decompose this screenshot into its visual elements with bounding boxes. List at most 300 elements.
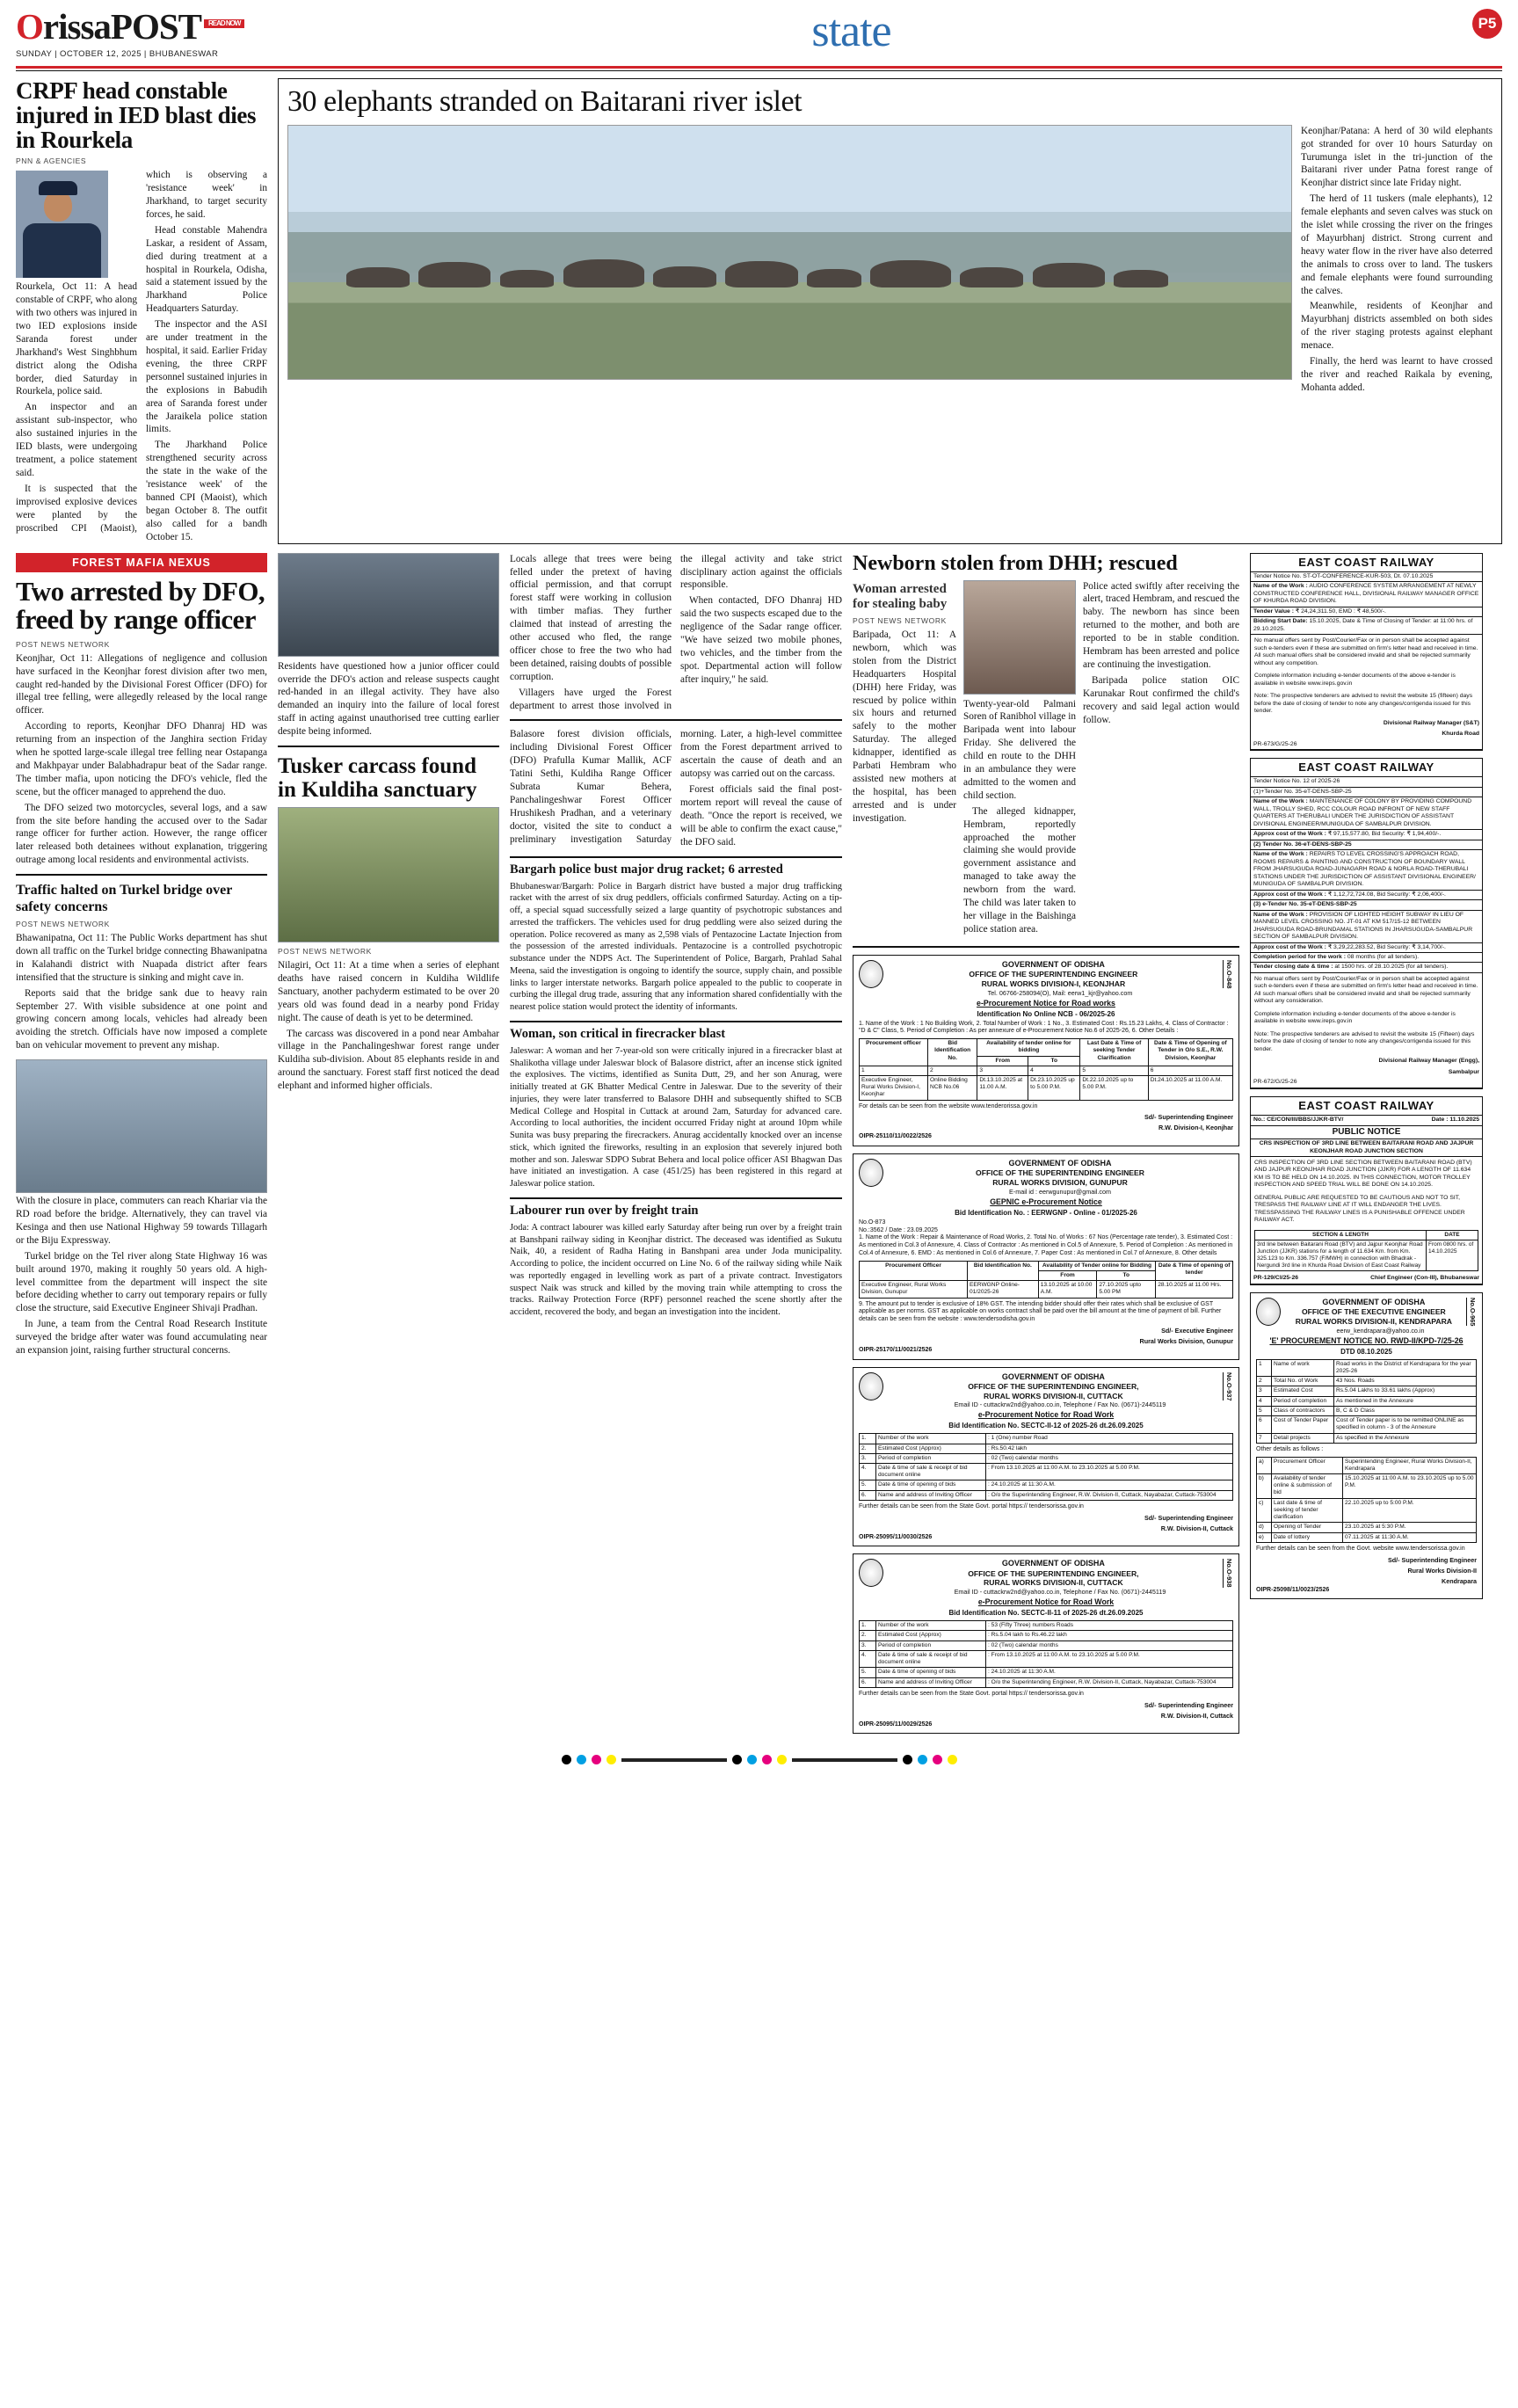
td: : 24.10.2025 at 11:30 A.M. [986,1668,1233,1677]
photo-figure-cap [39,181,77,195]
railway-item-label: Tender closing date & time : [1253,964,1333,971]
railway-item-label: (2) Tender No. 36-eT-DENS-SBP-25 [1253,840,1352,848]
story-newborn-body-1 [853,629,956,826]
story-traffic-headline: Traffic halted on Turkel bridge over safety concerns [16,883,233,914]
elephant-shape [725,261,797,287]
td: Cost of Tender paper is to be remitted ONLINE as specified in column - 3 of the Annexure [1334,1416,1477,1433]
paragraph: Finally, the herd was learnt to have crossed the river and reached Raikala by evening, Mohanta added. [1301,356,1493,393]
paragraph: Locals allege that trees were being felled under the pretext of having official permission, and that corrupt forest staff were working in collusion with timber mafias. They further claimed that instead of arresting the other accused who fled, the range officer chose to free the two who had been detained, raising doubts of possible corruption. [510,553,672,682]
td: 6. [860,1677,876,1687]
tender-items-table [859,1620,1233,1688]
tender-division: RURAL WORKS DIVISION-II, CUTTACK [984,1391,1123,1400]
railway-place: Khurda Road [1442,731,1479,738]
td: 4 [1028,1066,1080,1075]
tender-oipr: OIPR-25095/11/0029/2526 [859,1721,933,1728]
tender-sign-1: Sd/- Superintending Engineer [1387,1555,1477,1564]
td: 1. [860,1621,876,1631]
railway-item-value: REPAIRS TO LEVEL CROSSING'S APPROACH ROAD, ROOMS REPAIRS & PAINTING AND CONSTRUCTION OF BOUNDARY WALL FROM JHARSUGUDA ROAD-JUNAGARH ROAD & NORLA ROAD-THERUBALI STATIONS UNDER THE JURISDICTION OF ASSISTANT DIVISIONAL ENGINEER/ MUNIGUDA OF SAMBALPUR DIVISION. [1253,851,1476,888]
th: Bid Identification No. [968,1261,1039,1280]
paragraph: Villagers have urged the Forest department to arrest those involved in the illegal activity and take strict disciplinary action against the officials responsible. [510,553,842,711]
td: 2 [1257,1377,1272,1386]
paragraph: Rourkela, Oct 11: A head constable of CRPF, who along with two others was injured in two IED explosions inside Saranda forest under Jharkhand's West Singhbhum district along the Odisha border, died Saturday in Rourkela, police said. [16,281,137,397]
elephant-shape [563,259,644,287]
registration-dot [918,1755,927,1764]
registration-dot [747,1755,757,1764]
story-traffic-body-cont [16,1195,267,1357]
elephant-shape [418,262,490,287]
railway-sign: Chief Engineer (Con-III), Bhubaneswar [1370,1275,1479,1282]
elephant-shape [500,270,555,287]
tender-identification: Identification No Online NCB - 06/2025-26 [977,1009,1115,1018]
elephant-shape [1033,263,1105,287]
tender-gov: GOVERNMENT OF ODISHA [1001,959,1105,969]
column-c [510,553,842,1321]
story-newborn-headline: Newborn stolen from DHH; rescued [853,551,1178,575]
td: 5. [860,1480,876,1490]
td: Availability of tender online & submission of bid [1272,1474,1343,1499]
td: Detail projects [1272,1433,1334,1443]
tender-other-label: Other details as follows : [1256,1445,1324,1452]
td: : 1 (One) number Road [986,1434,1233,1444]
td: Executive Engineer, Rural Works Division-I, Keonjhar [860,1075,928,1100]
elephant-shape [346,267,410,287]
story-labourer-body [510,1222,842,1319]
story-dfo-photo [278,553,499,657]
tender-notice-cuttack-938 [853,1553,1239,1734]
registration-dot [592,1755,601,1764]
paragraph: Keonjhar/Patana: A herd of 30 wild elephants got stranded for over 10 hours Saturday on Turumunga islet in the tri-junction of the Baitarani river under Patna forest range of Keonjhar district since late Friday night. [1301,125,1493,189]
publication-logo [16,6,306,47]
story-crpf-photo [16,171,108,278]
tender-number: No.O-848 [1223,960,1233,988]
th: From [977,1056,1028,1066]
td: Name and address of Inviting Officer [876,1677,986,1687]
tender-sign-2: Rural Works Division, Gunupur [1139,1336,1233,1345]
td: Date & time of sale & receipt of bid document online [876,1463,986,1480]
government-emblem-icon [859,1159,883,1187]
photo-elephant-herd [329,244,1231,287]
td: 23.10.2025 at 5:30 P.M. [1343,1523,1477,1532]
railway-title: EAST COAST RAILWAY [1251,759,1482,777]
paragraph: In June, a team from the Central Road Research Institute surveyed the bridge after water was found accumulating near an expansion joint, raising further structural concerns. [16,1319,267,1357]
tender-table [859,1261,1233,1299]
print-registration-bar [16,1750,1502,1764]
story-crpf-body [16,169,267,543]
government-emblem-icon [859,960,883,988]
td: Online Bidding NCB No.06 [927,1075,977,1100]
td: Date & time of opening of bids [876,1668,986,1677]
paragraph: Joda: A contract labourer was killed early Saturday after being run over by a freight train at Banshpani railway siding in Keonjhar district. The deceased was identified as Sukutu Naik, 40, a resident of Radha Hating in Banshpani area under Joda municipality. According to police, the incident occurred on Line No. 6 of the railway siding while Naik was reportedly engaged in levelling work as part of a private contract. Investigators suspect Naik was struck and killed by the moving train while attempting to cross the tracks. Railway Protection Force (RPF) personnel reached the scene shortly after the accident, recovered the body, and began an investigation into the incident. [510,1222,842,1317]
paragraph: Turkel bridge on the Tel river along State Highway 16 was built around 1970, making it roughly 50 years old. A high-level committee from the department will inspect the site before deciding whether to carry out temporary repairs or fully close the structure, said Executive Engineer Shivaji Pradhan. [16,1250,267,1314]
tender-sign-2: R.W. Division-II, Cuttack [1160,1524,1233,1532]
railway-table-wrap [1251,1227,1482,1275]
td: 1 [1257,1359,1272,1376]
story-traffic-photo [16,1059,267,1193]
registration-dot [777,1755,787,1764]
masthead-rule-thin [16,70,1502,71]
td: Cost of Tender Paper [1272,1416,1334,1433]
td: 3. [860,1640,876,1650]
railway-item-label: Name of the Work : [1253,798,1308,805]
story-tusker-body-cont [510,728,842,848]
th: Bid Identification No. [927,1039,977,1066]
tender-division: RURAL WORKS DIVISION-II, KENDRAPARA [1295,1316,1452,1326]
elephant-shape [870,260,951,287]
tender-details-line: 1. Name of the Work : 1 No Building Work, 2. Total Number of Work : 1 No., 3. Estimated Cost : Rs.15.23 Lakhs, 4. Class of Contractor : "D & C" Class, 5. Period of Completion : As per annexure of e-Procurement Notice No.6 of 2025-26, 6. Other Details : [859,1020,1229,1035]
story-newborn-body-3 [1083,580,1239,727]
paragraph: Balasore forest division officials, including Divisional Forest Officer (DFO) Prafulla Kumar Mallik, ACF Tatini Sethi, Kuldiha Range Officer Subrata Kumar Behera, Panchalingeshwar Forest Officer Hrushikesh Pradhan, and a veterinary doctor, visited the site to conduct a preliminary investigation Saturday morning. Later, a high-level committee from the Forest department arrived to ascertain the cause of death and an autopsy was carried out on the carcass. [510,729,842,845]
paragraph: The DFO seized two motorcycles, several logs, and a saw from the site before handing the accused over to the Sadar range officer for further action. However, the range officer later released both detainees without explanation, triggering outrage among local residents and environmental activists. [16,802,267,866]
paragraph: With the closure in place, commuters can reach Khariar via the RD road before the bridge. Alternatively, they can travel via Kesinga and then use National Highway 59 towards Tillagarh or the Biju Expressway. [16,1196,267,1246]
paragraph: Residents have questioned how a junior officer could override the DFO's action and release suspects caught red-handed in an illegal activity. They have also demanded an inquiry into the failure of local forest staff in acting against unauthorised tree cutting earlier despite being informed. [278,660,499,738]
th: Availability of tender online for bidding [977,1039,1080,1056]
story-newborn-body-2 [963,698,1076,936]
story-dfo-body-col1 [16,652,267,868]
registration-dot [762,1755,772,1764]
td: 6. [860,1490,876,1500]
tender-other-table [1256,1457,1477,1543]
tender-rows-table [1256,1359,1477,1444]
story-elephants [278,78,1502,544]
railway-tender-no: Tender Notice No. ST-OT-CONFERENCE-KUR-503, Dt. 07.10.2025 [1251,572,1482,582]
tender-division: RURAL WORKS DIVISION, GUNUPUR [992,1178,1128,1188]
railway-item-label: Name of the Work : [1253,911,1308,918]
tender-number: No.O-938 [1223,1559,1233,1587]
td: 6 [1148,1066,1232,1075]
railway-item-value: at 1500 hrs. of 28.10.2025 (for all tenders). [1334,964,1449,971]
td: e) [1257,1532,1272,1542]
tender-contact: E-mail id : eerwgunupur@gmail.com [1009,1187,1111,1196]
tender-dtd: DTD 08.10.2025 [1340,1347,1392,1356]
tender-office: OFFICE OF THE SUPERINTENDING ENGINEER, [968,1568,1139,1578]
registration-dot [732,1755,742,1764]
td: 6 [1257,1416,1272,1433]
main-grid [16,553,1502,1742]
paragraph: Jaleswar: A woman and her 7-year-old son were critically injured in a firecracker blast at Shalikotha village under Jaleswar block of Balasore district, after an incense stick ignited the explosives. The victims, identified as Sunita Dutt, 29, and her son Anurag, were initially treated at GK Bhatter Medical Centre in Jaleswar. Due to the severity of their injuries, they were later transferred to Balasore DHH and subsequently shifted to SCB Medical College and Hospital in Cuttack at around 2am, Saturday for advanced care. According to local authorities, the incident occurred Friday night at around 10pm while Sunita was busy preparing the firecrackers. Anurag accidentally knocked over an incense stick, which ignited the fireworks, resulting in an explosion that severely injured both mother and son. Jaleswar SDPO Subrat Behera and local police officer ASI Bhagwan Das have initiated an investigation. A case (451/25) has been registered in this regard at Jaleswar police station. [510,1045,842,1189]
td: Total No. of Work [1272,1377,1334,1386]
story-drug [510,856,842,1014]
tender-office: OFFICE OF THE EXECUTIVE ENGINEER [1301,1307,1446,1317]
tender-note: Further details can be seen from the State Govt. portal https:// tendersorissa.gov.in [859,1502,1084,1510]
tender-contact: Tel. 06766-258094(O), Mail: eerw1_kjr@yahoo.com [987,988,1133,997]
registration-bar-black [792,1758,897,1762]
paragraph: Nilagiri, Oct 11: At a time when a series of elephant deaths have raised concern in Kuldiha Wildlife Sanctuary, another pachyderm estimated to be over 20 years old was found dead in a nearby pond Friday night. The cause of death is yet to be determined. [278,960,499,1023]
td: Name of work [1272,1359,1334,1376]
paragraph: When contacted, DFO Dhanraj HD said the two suspects escaped due to the negligence of the Sadar range officer. "We have seized two mobile phones, two vehicles, and the timber from the spot. Departmental action will follow after inquiry," he said. [680,595,842,685]
photo-figure-body [23,223,101,278]
td: 43 Nos. Roads [1334,1377,1477,1386]
tender-notice-kendrapara [1250,1292,1483,1599]
railway-item-label: Approx cost of the Work : [1253,943,1326,950]
divider [510,719,842,721]
railway-tender-no: Tender Notice No. 12 of 2025-26 [1251,777,1482,787]
railway-item-label: (3) e-Tender No. 35-eT-DENS-SBP-25 [1253,901,1357,908]
registration-dot [933,1755,942,1764]
railway-item-value: 08 months (for all tenders). [1347,954,1420,960]
divider [278,746,499,747]
td: : From 13.10.2025 at 11:00 A.M. to 23.10.2025 at 5.00 P.M. [986,1463,1233,1480]
tender-note: Further details can be seen from the State Govt. portal https:// tendersorissa.gov.in [859,1690,1084,1697]
railway-note: No manual offers sent by Post/Courier/Fax or in person shall be accepted against such e-tenders even if these are submitted on firm's letter head and received in time. All such manual offers shall be considered invalid and shall be rejected summarily without any consideration. [1254,975,1478,1005]
td: 2. [860,1444,876,1453]
tender-identification: Bid Identification No. SECTC-II-11 of 2025-26 dt.26.09.2025 [948,1609,1144,1618]
story-labourer-headline: Labourer run over by freight train [510,1203,699,1218]
story-newborn-right [1083,580,1239,730]
railway-work: AUDIO CONFERENCE SYSTEM ARRANGEMENT AT NEWLY CONSTRUCTED CONFERENCE HALL, DIVISIONAL RAILWAY MANAGER OFFICE OF KHURDA ROAD DIVISION. [1253,583,1479,605]
masthead-dateline: SUNDAY | OCTOBER 12, 2025 | BHUBANESWAR [16,49,219,59]
column-d [853,553,1239,1742]
td: 5. [860,1668,876,1677]
tender-items-table [859,1433,1233,1501]
railway-public-notice-label: PUBLIC NOTICE [1251,1126,1482,1140]
section-banner-forest-mafia: FOREST MAFIA NEXUS [16,553,267,572]
td: Dt.22.10.2025 up to 5.00 P.M. [1080,1075,1148,1100]
tender-email: eerw_kendrapara@yahoo.co.in [1336,1326,1425,1335]
story-crpf-byline: PNN & AGENCIES [16,156,87,166]
th: To [1028,1056,1080,1066]
tender-sign-1: Sd/- Superintending Engineer [1144,1700,1233,1709]
paragraph: Baripada police station OIC Karunakar Rout confirmed the child's recovery and said legal action would follow. [1083,674,1239,725]
td: 3 [1257,1386,1272,1396]
td: 28.10.2025 at 11.00 Hrs. [1156,1281,1233,1298]
td: 2 [927,1066,977,1075]
story-traffic-byline: POST NEWS NETWORK [16,919,110,928]
td: : From 13.10.2025 at 11:00 A.M. to 23.10.2025 at 5.00 P.M. [986,1650,1233,1667]
railway-body-2: GENERAL PUBLIC ARE REQUESTED TO BE CAUTIOUS AND NOT TO SIT, TRESPASS THE RAILWAY LINE AT IT WILL ENDANGER THE LIVES. TRESSPASSING THE RAILWAY LINES IS A PUNISHABLE OFFENCE UNDER RAILWAY ACT. [1254,1194,1465,1224]
td: 3rd line between Baitarani Road (BTV) and Jajpur Keonjhar Road Junction (JJKR) stations for a length of 11.634 Km. from Km. 325.123 to Km. 336.757 (F/MWH) in connection with Bhadrak - Nergundi 3rd line in Khurda Road Division of East Coast Railway [1255,1240,1427,1271]
tender-identification: Bid Identification No. : EERWGNP - Online - 01/2025-26 [955,1208,1137,1217]
railway-title: EAST COAST RAILWAY [1251,1097,1482,1116]
td: 5 [1257,1406,1272,1415]
td: Opening of Tender [1272,1523,1343,1532]
tender-table [859,1038,1233,1101]
tender-sign-2: Rural Works Division-II [1407,1566,1477,1575]
railway-notice-3 [1250,1096,1483,1285]
elephant-shape [653,266,716,287]
td: Dt.13.10.2025 at 11.00 A.M. [977,1075,1028,1100]
td: Rs.5.04 Lakhs to 33.61 lakhs (Approx) [1334,1386,1477,1396]
tender-gov: GOVERNMENT OF ODISHA [1001,1371,1105,1381]
td: Executive Engineer, Rural Works Division, Gunupur [860,1281,968,1298]
masthead-rule-red [16,66,1502,69]
td: Last date & time of seeking of tender clarification [1272,1498,1343,1523]
paragraph: Twenty-year-old Palmani Soren of Ranibhol village in Baripada went into labour Friday. She delivered the child en route to the DHH in an ambulance they were admitted to the women and child section. [963,698,1077,801]
story-dfo-body-col2 [278,660,499,738]
story-newborn-mid [963,580,1076,939]
td: 4. [860,1463,876,1480]
story-dfo-byline: POST NEWS NETWORK [16,639,110,649]
td: Estimated Cost (Approx) [876,1631,986,1640]
railway-value: ₹ 24,24,311.50, EMD : ₹ 48,500/-. [1295,607,1386,615]
td: 15.10.2025 at 11:00 A.M. to 23.10.2025 up to 5.00 P.M. [1343,1474,1477,1499]
tender-eproc-title: e-Procurement Notice for Road works [977,998,1115,1008]
railway-place: Sambalpur [1448,1068,1479,1075]
railway-body: CRS INSPECTION OF 3RD LINE SECTION BETWEEN BAITARANI ROAD (BTV) AND JAJPUR KEONJHAR ROAD JUNCTION (JJKR) FOR A LENGTH OF 11.634 KM IS TO BE HELD ON 14.10.2025. IN THIS CONNECTION, MOTOR TROLLEY INSPECTION AND SPEED TRIAL WILL BE DONE ON 14.10.2025. [1254,1159,1472,1189]
story-firecracker [510,1021,842,1190]
th: SECTION & LENGTH [1255,1230,1427,1240]
td: Period of completion [876,1640,986,1650]
td: Date & time of opening of bids [876,1480,986,1490]
story-newborn-photo [963,580,1076,695]
logo-o: O [16,6,43,47]
th: DATE [1427,1230,1478,1240]
page-number-badge: P5 [1472,9,1502,39]
td: Name and address of Inviting Officer [876,1490,986,1500]
railway-note2: Note: The prospective tenderers are advised to revisit the website 15 (fifteen) days before the date of closing of tender to note any changes/corrigenda issued for this tender. [1254,693,1473,715]
td: From 0800 hrs. of 14.10.2025 [1427,1240,1478,1271]
story-newborn-byline: POST NEWS NETWORK [853,616,947,626]
td: EERWGNP Online-01/2025-26 [968,1281,1039,1298]
story-crpf-headline: CRPF head constable injured in IED blast dies in Rourkela [16,77,257,154]
railway-note2: Note: The prospective tenderers are advised to revisit the website 15 (Fifteen) days before the date of closing of tender to note any changes/corrigenda issued for this tender. [1254,1030,1475,1052]
paragraph: Baripada, Oct 11: A newborn, which was stolen from the District Headquarters Hospital (DHH) here Friday, was rescued by police within six hours and returned safely to the mother Saturday. The alleged kidnapper, identified as Parbati Hembram who assisted new mothers at the hospital, has been arrested and is under investigation. [853,629,956,824]
td: 1. [860,1434,876,1444]
railway-pr: PR-673/G/25-26 [1251,740,1482,750]
railway-notice-1 [1250,553,1483,751]
tender-division: RURAL WORKS DIVISION-I, KEONJHAR [981,978,1126,988]
masthead-right [1397,9,1502,39]
td: Period of completion [876,1453,986,1463]
elephant-shape [1114,270,1168,287]
railway-title: EAST COAST RAILWAY [1251,554,1482,572]
story-tusker-photo [278,807,499,942]
railway-item-value: ₹ 97,15,577.80, Bid Security: ₹ 1,94,400/-. [1327,831,1442,838]
td: Dt.24.10.2025 at 11.00 A.M. [1148,1075,1232,1100]
td: a) [1257,1457,1272,1473]
paragraph: Meanwhile, residents of Keonjhar and Mayurbhanj districts assembled on both sides of the river staging protests against elephant menace. [1301,301,1493,352]
tender-note: 9. The amount put to tender is exclusive of 18% GST. The intending bidder should offer their rates which shall be exclusive of GST applicable as per norms. GST as applicable on works contract shall be paid over the bill amount at the time of payment of bill. Further details can be seen from the website : www.tendersodisha.gov.in [859,1300,1222,1323]
column-e [1250,553,1483,1607]
tender-number: No.O-937 [1223,1372,1233,1400]
td: : Rs.5.04 lakh to Rs.46.22 lakh [986,1631,1233,1640]
paragraph: Bhubaneswar/Bargarh: Police in Bargarh district have busted a major drug trafficking racket with the arrest of six drug peddlers, officials confirmed Saturday. Acting on a tip-off, a special squad successfully seized a large quantity of psychotropic substances and arrested the traffickers. The vehicles used for drug peddling were also seized during the operation. Police recovered as many as 2,598 vials of Pentazocine Lactate Injection from the possession of the arrested individuals. Pentazocine is a controlled psychotropic substance under the NDPS Act. The Superintendent of Police, Bargarh, Prahlad Sahal Meena, said the investigation is ongoing to identify the source, supply chain, and possible links to larger interstate networks. Bargarh police appealed to the public to cooperate in curbing the illegal drug trade, assuring that any information shared confidentially with the nearest police station would protect the identity of informants. [510,881,842,1013]
story-tusker-headline: Tusker carcass found in Kuldiha sanctuary [278,754,477,803]
story-elephants-headline: 30 elephants stranded on Baitarani river islet [287,85,803,118]
government-emblem-icon [1256,1298,1281,1326]
registration-dot [562,1755,571,1764]
paragraph: Keonjhar, Oct 11: Allegations of negligence and collusion have surfaced in the Keonjhar forest division after two men, caught red-handed by the Divisional Forest Officer (DFO) for illegal tree felling, were allegedly released by the local range officer. [16,652,267,717]
railway-head: CRS INSPECTION OF 3RD LINE BETWEEN BAITARANI ROAD AND JAJPUR KEONJHAR ROAD JUNCTION SECTION [1251,1139,1482,1157]
td: Dt.23.10.2025 up to 5.00 P.M. [1028,1075,1080,1100]
td: Estimated Cost [1272,1386,1334,1396]
td: 4 [1257,1396,1272,1406]
th: From [1038,1270,1097,1280]
tender-note: For details can be seen from the website www.tenderorissa.gov.in [859,1102,1038,1109]
th: To [1097,1270,1156,1280]
tender-division: RURAL WORKS DIVISION-II, CUTTACK [984,1578,1123,1588]
railway-close-label: Bidding Start Date: [1253,618,1308,625]
tender-note: Further details can be seen from the Govt. website www.tendersorissa.gov.in [1256,1545,1465,1552]
section-title: state [811,6,891,56]
story-traffic-body [16,932,267,1052]
td: : 02 (Two) calendar months [986,1453,1233,1463]
logo-orissa: rissa [42,6,111,47]
railway-note: No manual offers sent by Post/Courier/Fax or in person shall be accepted against such e-tenders even if these are submitted on firm's letter head and received in time. All such manual offers shall be considered invalid and shall be rejected summarily without any competition. [1254,637,1478,666]
railway-table [1254,1230,1478,1272]
railway-item-label: Name of the Work : [1253,851,1308,858]
tender-eproc-title: e-Procurement Notice for Road Work [977,1597,1115,1607]
read-now-badge[interactable]: READ NOW [204,19,244,28]
story-tusker-byline: POST NEWS NETWORK [278,947,372,957]
td: : Rs.50.42 lakh [986,1444,1233,1453]
td: 2. [860,1631,876,1640]
td: Date of lottery [1272,1532,1343,1542]
story-crpf [16,78,267,544]
tender-gov: GOVERNMENT OF ODISHA [1008,1159,1112,1168]
railway-item-label: Completion period for the work : [1253,954,1346,960]
td: 13.10.2025 at 10.00 A.M. [1038,1281,1097,1298]
td: : 02 (Two) calendar months [986,1640,1233,1650]
td: : O/o the Superintending Engineer, R.W. Division-II, Cuttack, Nayabazar, Cuttack-753004 [986,1490,1233,1500]
masthead-left [16,6,306,59]
td: Number of the work [876,1621,986,1631]
paragraph: The carcass was discovered in a pond near Ambahar village in the Panchalingeshwar forest range under Kuldiha sub-division. About 85 elephants reside in and around the sanctuary. Forest staff first noticed the dead elephant and informed higher officials. [278,1028,499,1092]
registration-dot [903,1755,912,1764]
tender-sign-1: Sd/- Executive Engineer [1161,1326,1233,1335]
railway-notice-2 [1250,758,1483,1089]
registration-dot [948,1755,957,1764]
tender-oipr: OIPR-25098/11/0023/2526 [1256,1586,1330,1593]
railway-item-label: Approx cost of the Work : [1253,831,1326,838]
td: : 53 (Fifty Three) numbers Roads [986,1621,1233,1631]
story-tusker-body [278,959,499,1093]
story-labourer [510,1197,842,1319]
td: 3. [860,1453,876,1463]
tender-sign-1: Sd/- Superintending Engineer [1144,1113,1233,1122]
th: Procurement Officer [860,1261,968,1280]
td: : 24.10.2025 at 11:30 A.M. [986,1480,1233,1490]
paragraph: Forest officials said the final post-mortem report will reveal the cause of death. "Once the report is received, we will be able to confirm the exact cause," the DFO said. [680,784,842,848]
railway-date-line: Date : 11.10.2025 [1431,1117,1479,1124]
railway-pr: PR-129/CI/25-26 [1253,1275,1299,1282]
paragraph: Bhawanipatna, Oct 11: The Public Works department has shut down all traffic on the Turkel bridge connecting Bhawanipatna in Kalahandi district with Nuapada district after fears intensified that the structure is sinking and might cave in. [16,932,267,983]
tender-details-line: 1. Name of the Work : Repair & Maintenance of Road Works, 2. Total No. of Works : 67 Nos (Percentage rate tender), 3. Estimated Cost : As mentioned in Col.3 of Annexure, 4. Class of Contractor : As mentioned in Col.5 of Annexure, 5. Period of Completion : As mentioned in Col.4 of Annexure, 6. EMD : As mentioned in Col.6 of Annexure, 7. Paper Cost : As mentioned in Col.7 of Annexure, 8. Other details [859,1234,1233,1256]
paragraph: The Jharkhand Police strengthened security across the state in the wake of the 'resistance week' of the banned CPI (Maoist), which began October 8. The outfit also called for a bandh October 15. [146,440,267,542]
tender-identification: Bid Identification No. SECTC-II-12 of 2025-26 dt.26.09.2025 [948,1422,1144,1430]
story-drug-body [510,881,842,1014]
paragraph: The herd of 11 tuskers (male elephants), 12 female elephants and seven calves was stuck on the islet while crossing the river on the fringes of Mayurbhanj district. Strong current and heavy water flow in the river have also deterred the animals to cross over to land. The tuskers and female elephants were found surrounding the calves. [1301,193,1493,296]
railway-no-line: No.: CE/CON/III/BBS/JJKR-BTV/ [1253,1117,1344,1124]
elephant-shape [960,267,1023,287]
railway-item-value: MAINTENANCE OF COLONY BY PROVIDING COMPOUND WALL, TROLLY SHED, RCC COLOUR ROAD INFRONT OF NEW STAFF QUARTERS AT THERUBALI UNDER THE JURISDICTION OF ASSISTANT DIVISIONAL ENGINEER/MUNIGUDA OF SAMBALPUR DIVISION. [1253,798,1472,827]
railway-info: Complete information including e-tender documents of the above e-tender is available in website www.ireps.gov.in [1254,673,1456,687]
railway-item-value: ₹ 1,12,72,724.08, Bid Security: ₹ 2,06,400/-. [1327,891,1446,898]
tender-oipr: OIPR-25110/11/0022/2526 [859,1133,932,1140]
tender-eproc-title: GEPNIC e-Procurement Notice [990,1197,1102,1206]
railway-value-label: Tender Value : [1253,607,1294,615]
railway-sign: Divisional Railway Manager (S&T) [1383,719,1479,726]
th: Procurement officer [860,1039,928,1066]
railway-sub-no: (1)+Tender No. 35-eT-DENS-SBP-25 [1251,788,1482,797]
td: Number of the work [876,1434,986,1444]
tender-sign-3: Kendrapara [1442,1576,1477,1585]
td: 7 [1257,1433,1272,1443]
paragraph: It is suspected that the improvised explosive devices were planted by the proscribed CPI (Maoist), which is observing a 'resistance week' in Jharkhand, to target security forces, he said. [16,170,267,534]
td: B, C & D Class [1334,1406,1477,1415]
railway-item-label: Approx cost of the Work : [1253,891,1326,898]
tender-office: OFFICE OF THE SUPERINTENDING ENGINEER [976,1168,1144,1178]
td: c) [1257,1498,1272,1523]
registration-dot [577,1755,586,1764]
tender-eproc-title: e-Procurement Notice for Road Work [977,1410,1115,1420]
tender-gov: GOVERNMENT OF ODISHA [1322,1297,1426,1306]
railway-close: 15.10.2025, Date & Time of Closing of Tender: at 11:00 hrs. of 29.10.2025. [1253,618,1473,632]
th: Date & Time of opening of tender [1156,1261,1233,1280]
td: Class of contractors [1272,1406,1334,1415]
tender-sign-2: R.W. Division-II, Cuttack [1160,1711,1233,1720]
td: 4. [860,1650,876,1667]
tender-date-line: No.:3562 / Date : 23.09.2025 [859,1226,938,1233]
